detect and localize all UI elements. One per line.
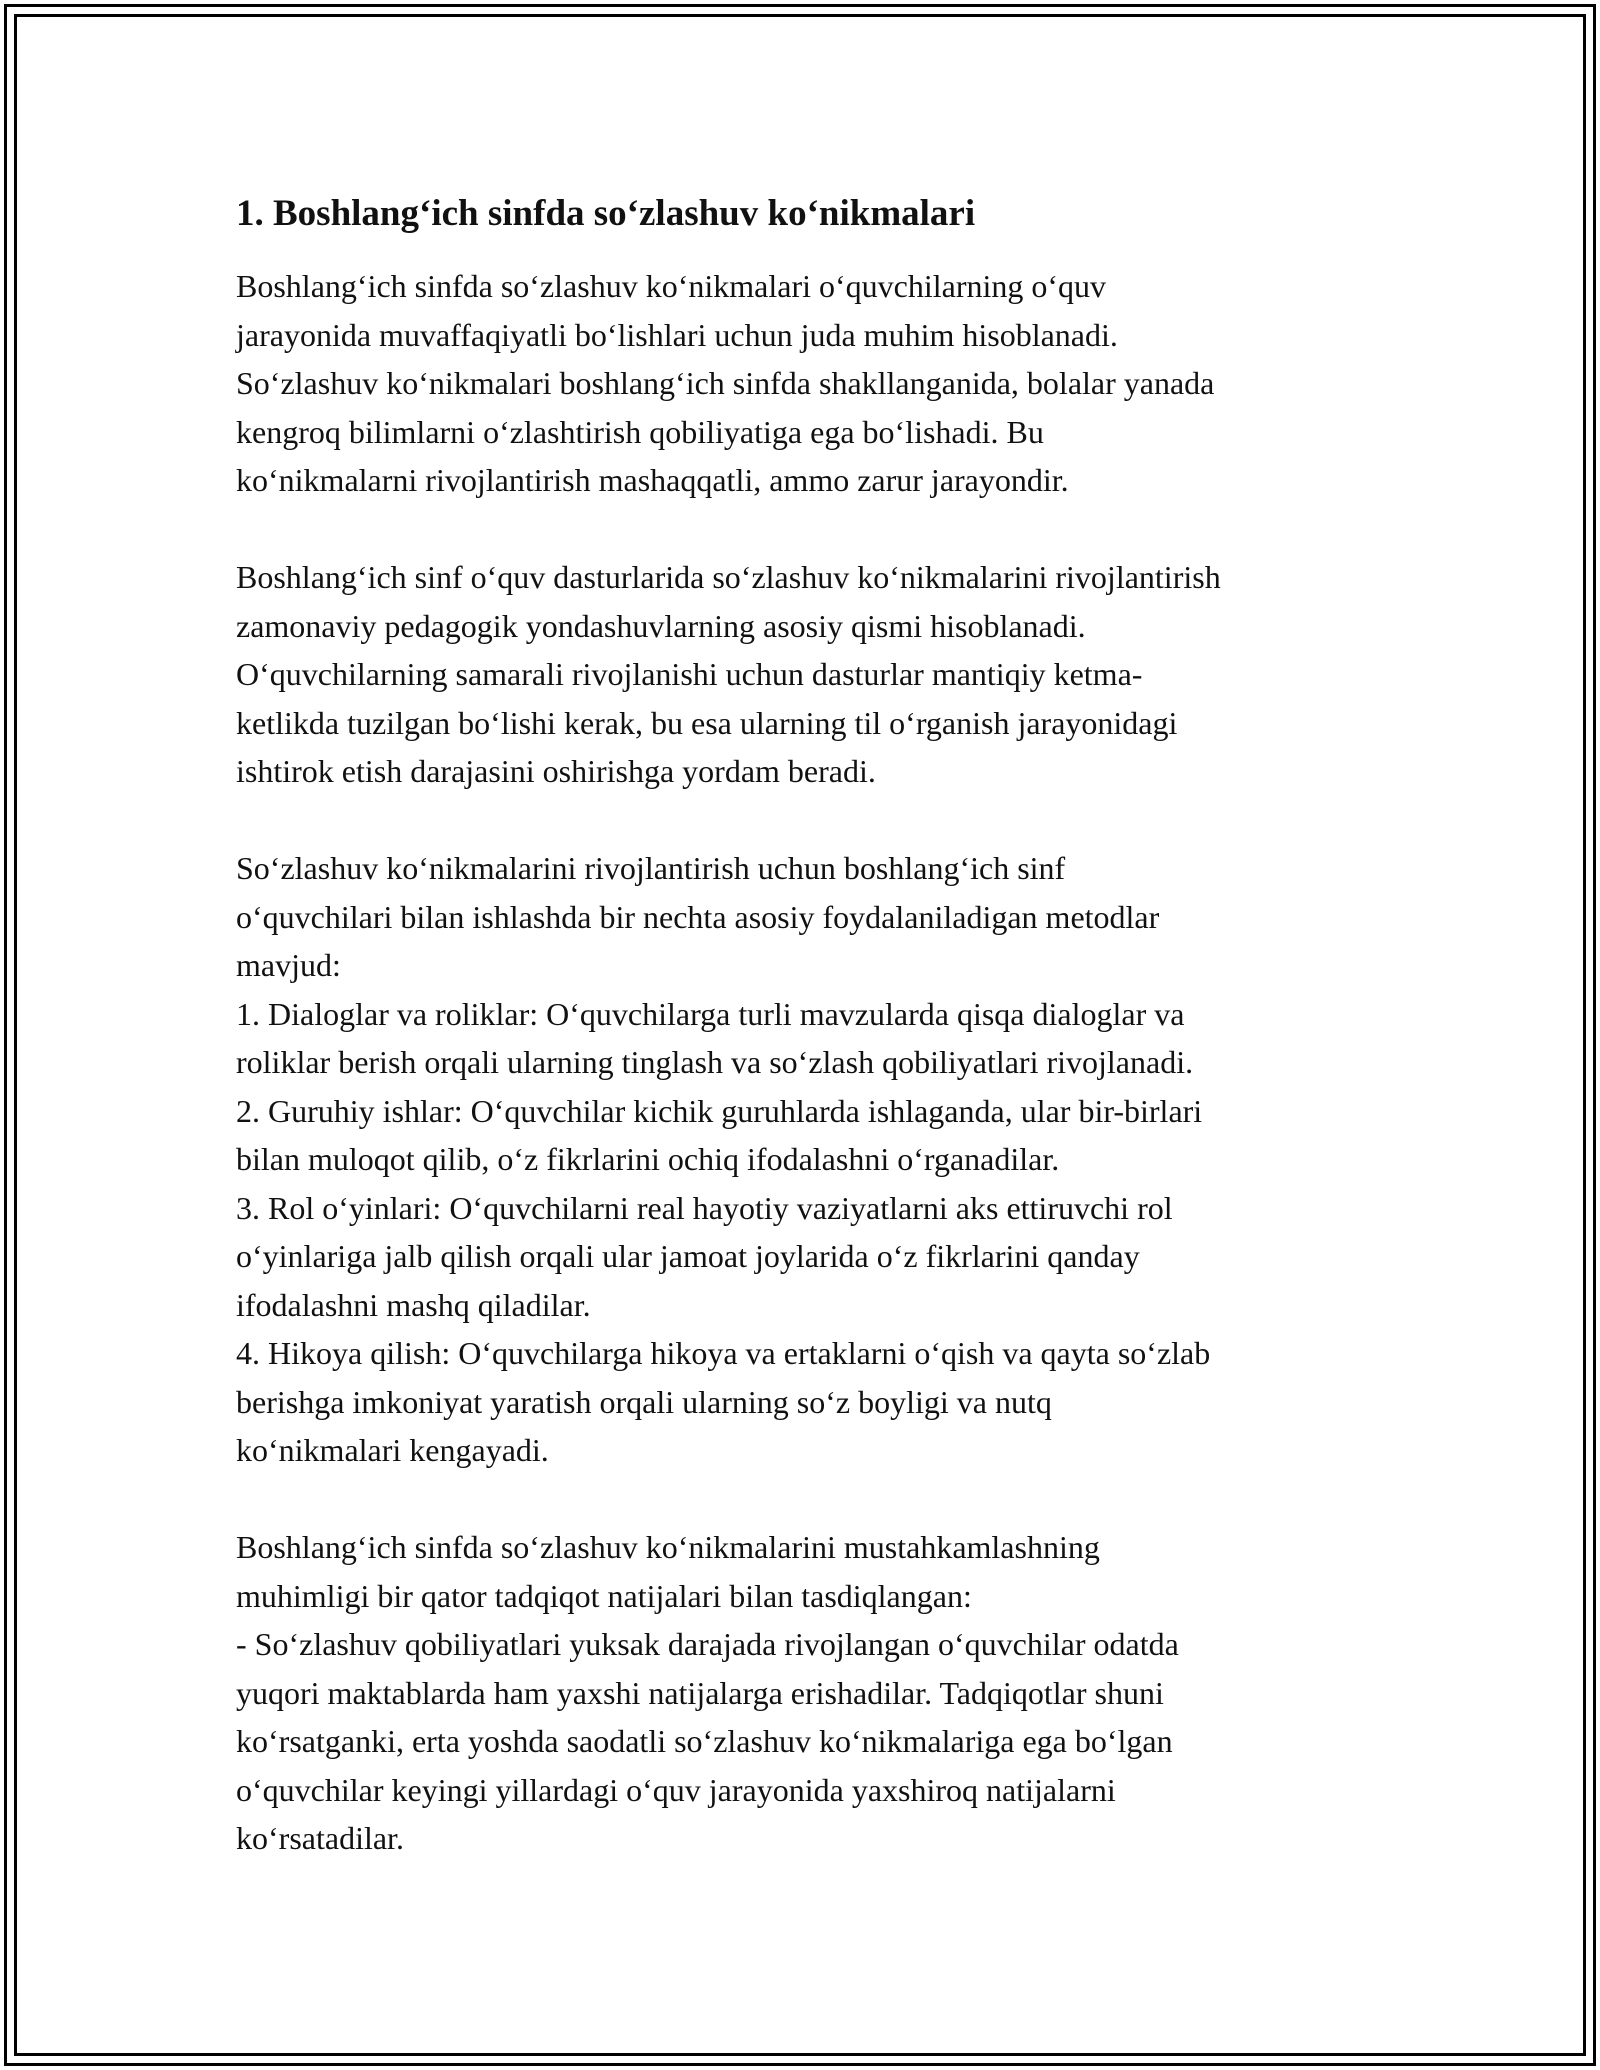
paragraph-line: o‘quvchilar keyingi yillardagi o‘quv jarayonida yaxshiroq natijalarni bbox=[236, 1771, 1116, 1808]
paragraph-line: O‘quvchilarning samarali rivojlanishi uchun dasturlar mantiqiy ketma- bbox=[236, 656, 1143, 692]
paragraph-line: kengroq bilimlarni o‘zlashtirish qobiliyatiga ega bo‘lishadi. Bu bbox=[236, 413, 1044, 450]
list-item-group-work: 2. Guruhiy ishlar: O‘quvchilar kichik guruhlarda ishlaganda, ular bir-birlari bbox=[236, 1092, 1203, 1129]
list-item-role-play: 3. Rol o‘yinlari: O‘quvchilarni real hayotiy vaziyatlarni aks ettiruvchi rol bbox=[236, 1189, 1173, 1226]
paragraph-line: jarayonida muvaffaqiyatli bo‘lishlari uchun juda muhim hisoblanadi. bbox=[236, 316, 1118, 353]
paragraph-line: berishga imkoniyat yaratish orqali ularning so‘z boyligi va nutq bbox=[236, 1383, 1052, 1420]
paragraph-line: Boshlang‘ich sinf o‘quv dasturlarida so‘zlashuv ko‘nikmalarini rivojlantirish bbox=[236, 559, 1221, 595]
paragraph-intro bbox=[236, 262, 1386, 505]
paragraph-line: ifodalashni mashq qiladilar. bbox=[236, 1286, 591, 1323]
paragraph-line: Boshlang‘ich sinfda so‘zlashuv ko‘nikmalarini mustahkamlashning bbox=[236, 1529, 1100, 1565]
paragraph-line: ishtirok etish darajasini oshirishga yordam beradi. bbox=[236, 753, 876, 789]
paragraph-line: So‘zlashuv ko‘nikmalari boshlang‘ich sinfda shakllanganida, bolalar yanada bbox=[236, 365, 1215, 401]
paragraph-curriculum bbox=[236, 553, 1386, 796]
paragraph-research bbox=[236, 1523, 1386, 1863]
paragraph-line: ko‘nikmalarni rivojlantirish mashaqqatli, ammo zarur jarayondir. bbox=[236, 462, 1069, 498]
paragraph-line: muhimligi bir qator tadqiqot natijalari bilan tasdiqlangan: bbox=[236, 1577, 972, 1614]
paragraph-line: So‘zlashuv ko‘nikmalarini rivojlantirish uchun boshlang‘ich sinf bbox=[236, 850, 1066, 886]
paragraph-line: o‘quvchilari bilan ishlashda bir nechta asosiy foydalaniladigan metodlar bbox=[236, 898, 1160, 935]
paragraph-line: ko‘rsatganki, erta yoshda saodatli so‘zlashuv ko‘nikmalariga ega bo‘lgan bbox=[236, 1723, 1173, 1759]
page-heading: 1. Boshlang‘ich sinfda so‘zlashuv ko‘nikmalari bbox=[236, 193, 976, 234]
bullet-item-research: - So‘zlashuv qobiliyatlari yuksak darajada rivojlangan o‘quvchilar odatda bbox=[236, 1626, 1179, 1662]
paragraph-methods bbox=[236, 844, 1386, 1475]
paragraph-line: zamonaviy pedagogik yondashuvlarning asosiy qismi hisoblanadi. bbox=[236, 607, 1086, 644]
document-body bbox=[236, 188, 1386, 1911]
paragraph-line: ko‘rsatadilar. bbox=[236, 1820, 404, 1856]
paragraph-line: yuqori maktablarda ham yaxshi natijalarga erishadilar. Tadqiqotlar shuni bbox=[236, 1674, 1164, 1711]
list-item-dialogs: 1. Dialoglar va roliklar: O‘quvchilarga turli mavzularda qisqa dialoglar va bbox=[236, 995, 1185, 1032]
paragraph-line: o‘yinlariga jalb qilish orqali ular jamoat joylarida o‘z fikrlarini qanday bbox=[236, 1238, 1140, 1274]
paragraph-line: ketlikda tuzilgan bo‘lishi kerak, bu esa ularning til o‘rganish jarayonidagi bbox=[236, 704, 1178, 741]
paragraph-line: roliklar berish orqali ularning tinglash va so‘zlash qobiliyatlari rivojlanadi. bbox=[236, 1044, 1194, 1080]
paragraph-line: Boshlang‘ich sinfda so‘zlashuv ko‘nikmalari o‘quvchilarning o‘quv bbox=[236, 268, 1107, 304]
paragraph-line: ko‘nikmalari kengayadi. bbox=[236, 1432, 549, 1468]
list-item-storytelling: 4. Hikoya qilish: O‘quvchilarga hikoya va ertaklarni o‘qish va qayta so‘zlab bbox=[236, 1335, 1211, 1371]
paragraph-line: mavjud: bbox=[236, 947, 341, 983]
paragraph-line: bilan muloqot qilib, o‘z fikrlarini ochiq ifodalashni o‘rganadilar. bbox=[236, 1141, 1060, 1177]
